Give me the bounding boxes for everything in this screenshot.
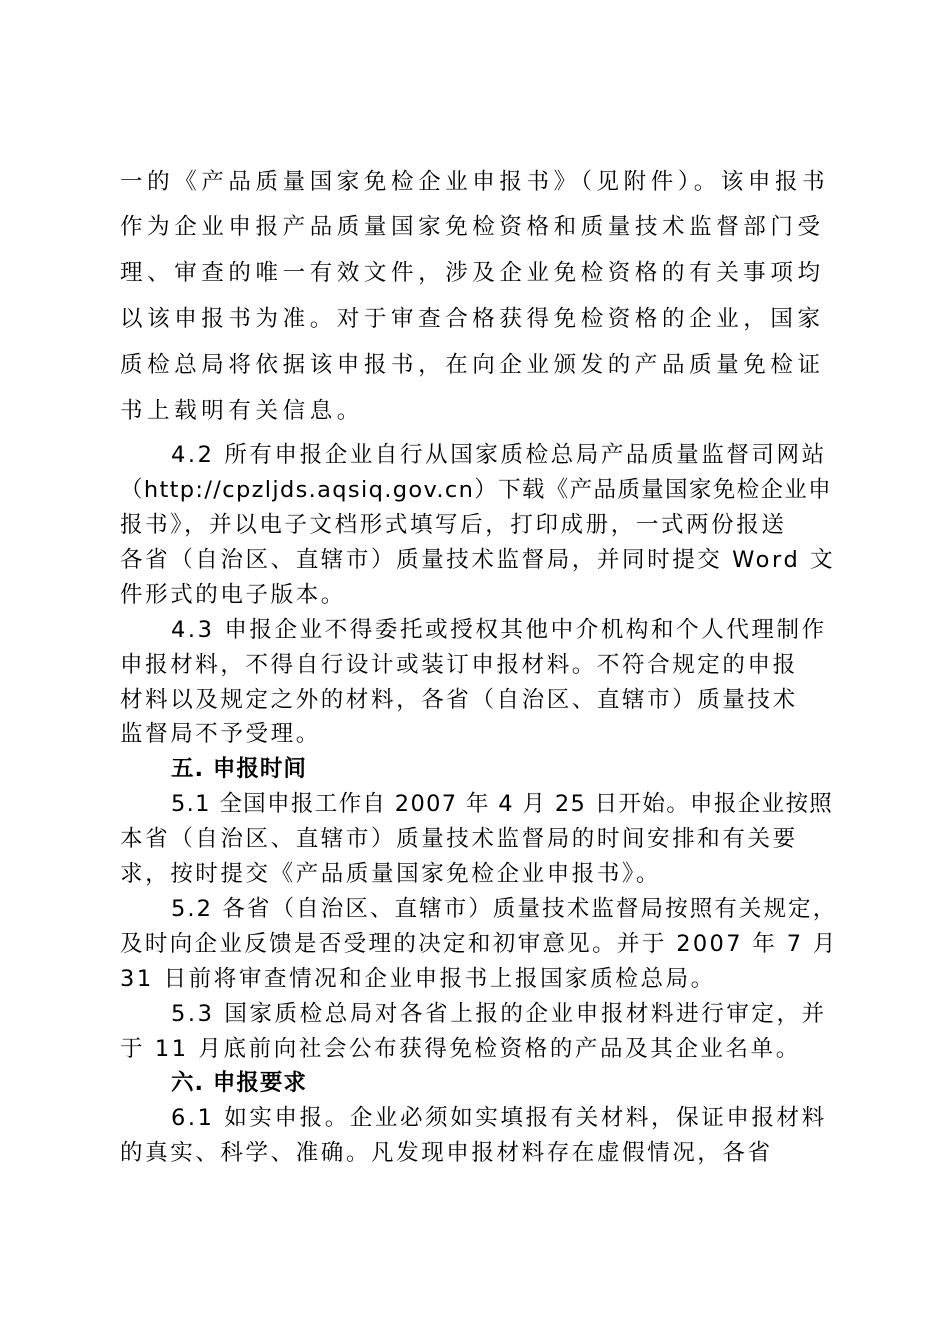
paragraph-line: 31 日前将审查情况和企业申报书上报国家质检总局。 (120, 966, 716, 992)
paragraph-line: 于 11 月底前向社会公布获得免检资格的产品及其企业名单。 (120, 1036, 801, 1062)
paragraph-line: 一的《产品质量国家免检企业申报书》（见附件）。该申报书 (120, 169, 830, 195)
paragraph-line: 作为企业申报产品质量国家免检资格和质量技术监督部门受 (120, 214, 825, 240)
paragraph-line: 件形式的电子版本。 (120, 582, 346, 608)
paragraph-line: 监督局不予受理。 (120, 721, 321, 747)
paragraph-line: 报书》，并以电子文档形式填写后，打印成册，一式两份报送 (120, 512, 787, 538)
section-5-1-line: 5.1 全国申报工作自 2007 年 4 月 25 日开始。申报企业按照 (171, 791, 834, 817)
paragraph-line: 求，按时提交《产品质量国家免检企业申报书》。 (120, 861, 661, 887)
paragraph-line: 材料以及规定之外的材料，各省（自治区、直辖市）质量技术 (120, 687, 798, 713)
section-5-2-line: 5.2 各省（自治区、直辖市）质量技术监督局按照有关规定， (171, 896, 838, 922)
paragraph-line: 申报材料，不得自行设计或装订申报材料。不符合规定的申报 (120, 652, 798, 678)
section-6-1-line: 6.1 如实申报。企业必须如实填报有关材料，保证申报材料 (171, 1105, 827, 1131)
section-4-2-line: 4.2 所有申报企业自行从国家质检总局产品质量监督司网站 (171, 442, 827, 468)
paragraph-line: 理、审查的唯一有效文件，涉及企业免检资格的有关事项均 (120, 260, 825, 286)
paragraph-line: 质检总局将依据该申报书，在向企业颁发的产品质量免检证 (120, 352, 825, 378)
section-heading-5: 五. 申报时间 (171, 756, 307, 782)
paragraph-line: 及时向企业反馈是否受理的决定和初审意见。并于 2007 年 7 月 (120, 931, 838, 957)
paragraph-line: 书上载明有关信息。 (120, 398, 364, 424)
paragraph-line: 以该申报书为准。对于审查合格获得免检资格的企业，国家 (120, 306, 825, 332)
section-heading-6: 六. 申报要求 (171, 1070, 307, 1096)
section-5-3-line: 5.3 国家质检总局对各省上报的企业申报材料进行审定，并 (171, 1001, 827, 1027)
section-4-3-line: 4.3 申报企业不得委托或授权其他中介机构和个人代理制作 (171, 617, 827, 643)
paragraph-line: 各省（自治区、直辖市）质量技术监督局，并同时提交 Word 文 (120, 547, 836, 573)
paragraph-line: 本省（自治区、直辖市）质量技术监督局的时间安排和有关要 (120, 826, 798, 852)
paragraph-line: 的真实、科学、准确。凡发现申报材料存在虚假情况，各省 (120, 1140, 773, 1166)
paragraph-line: （http://cpzljds.aqsiq.gov.cn）下载《产品质量国家免检企业申 (120, 477, 832, 503)
